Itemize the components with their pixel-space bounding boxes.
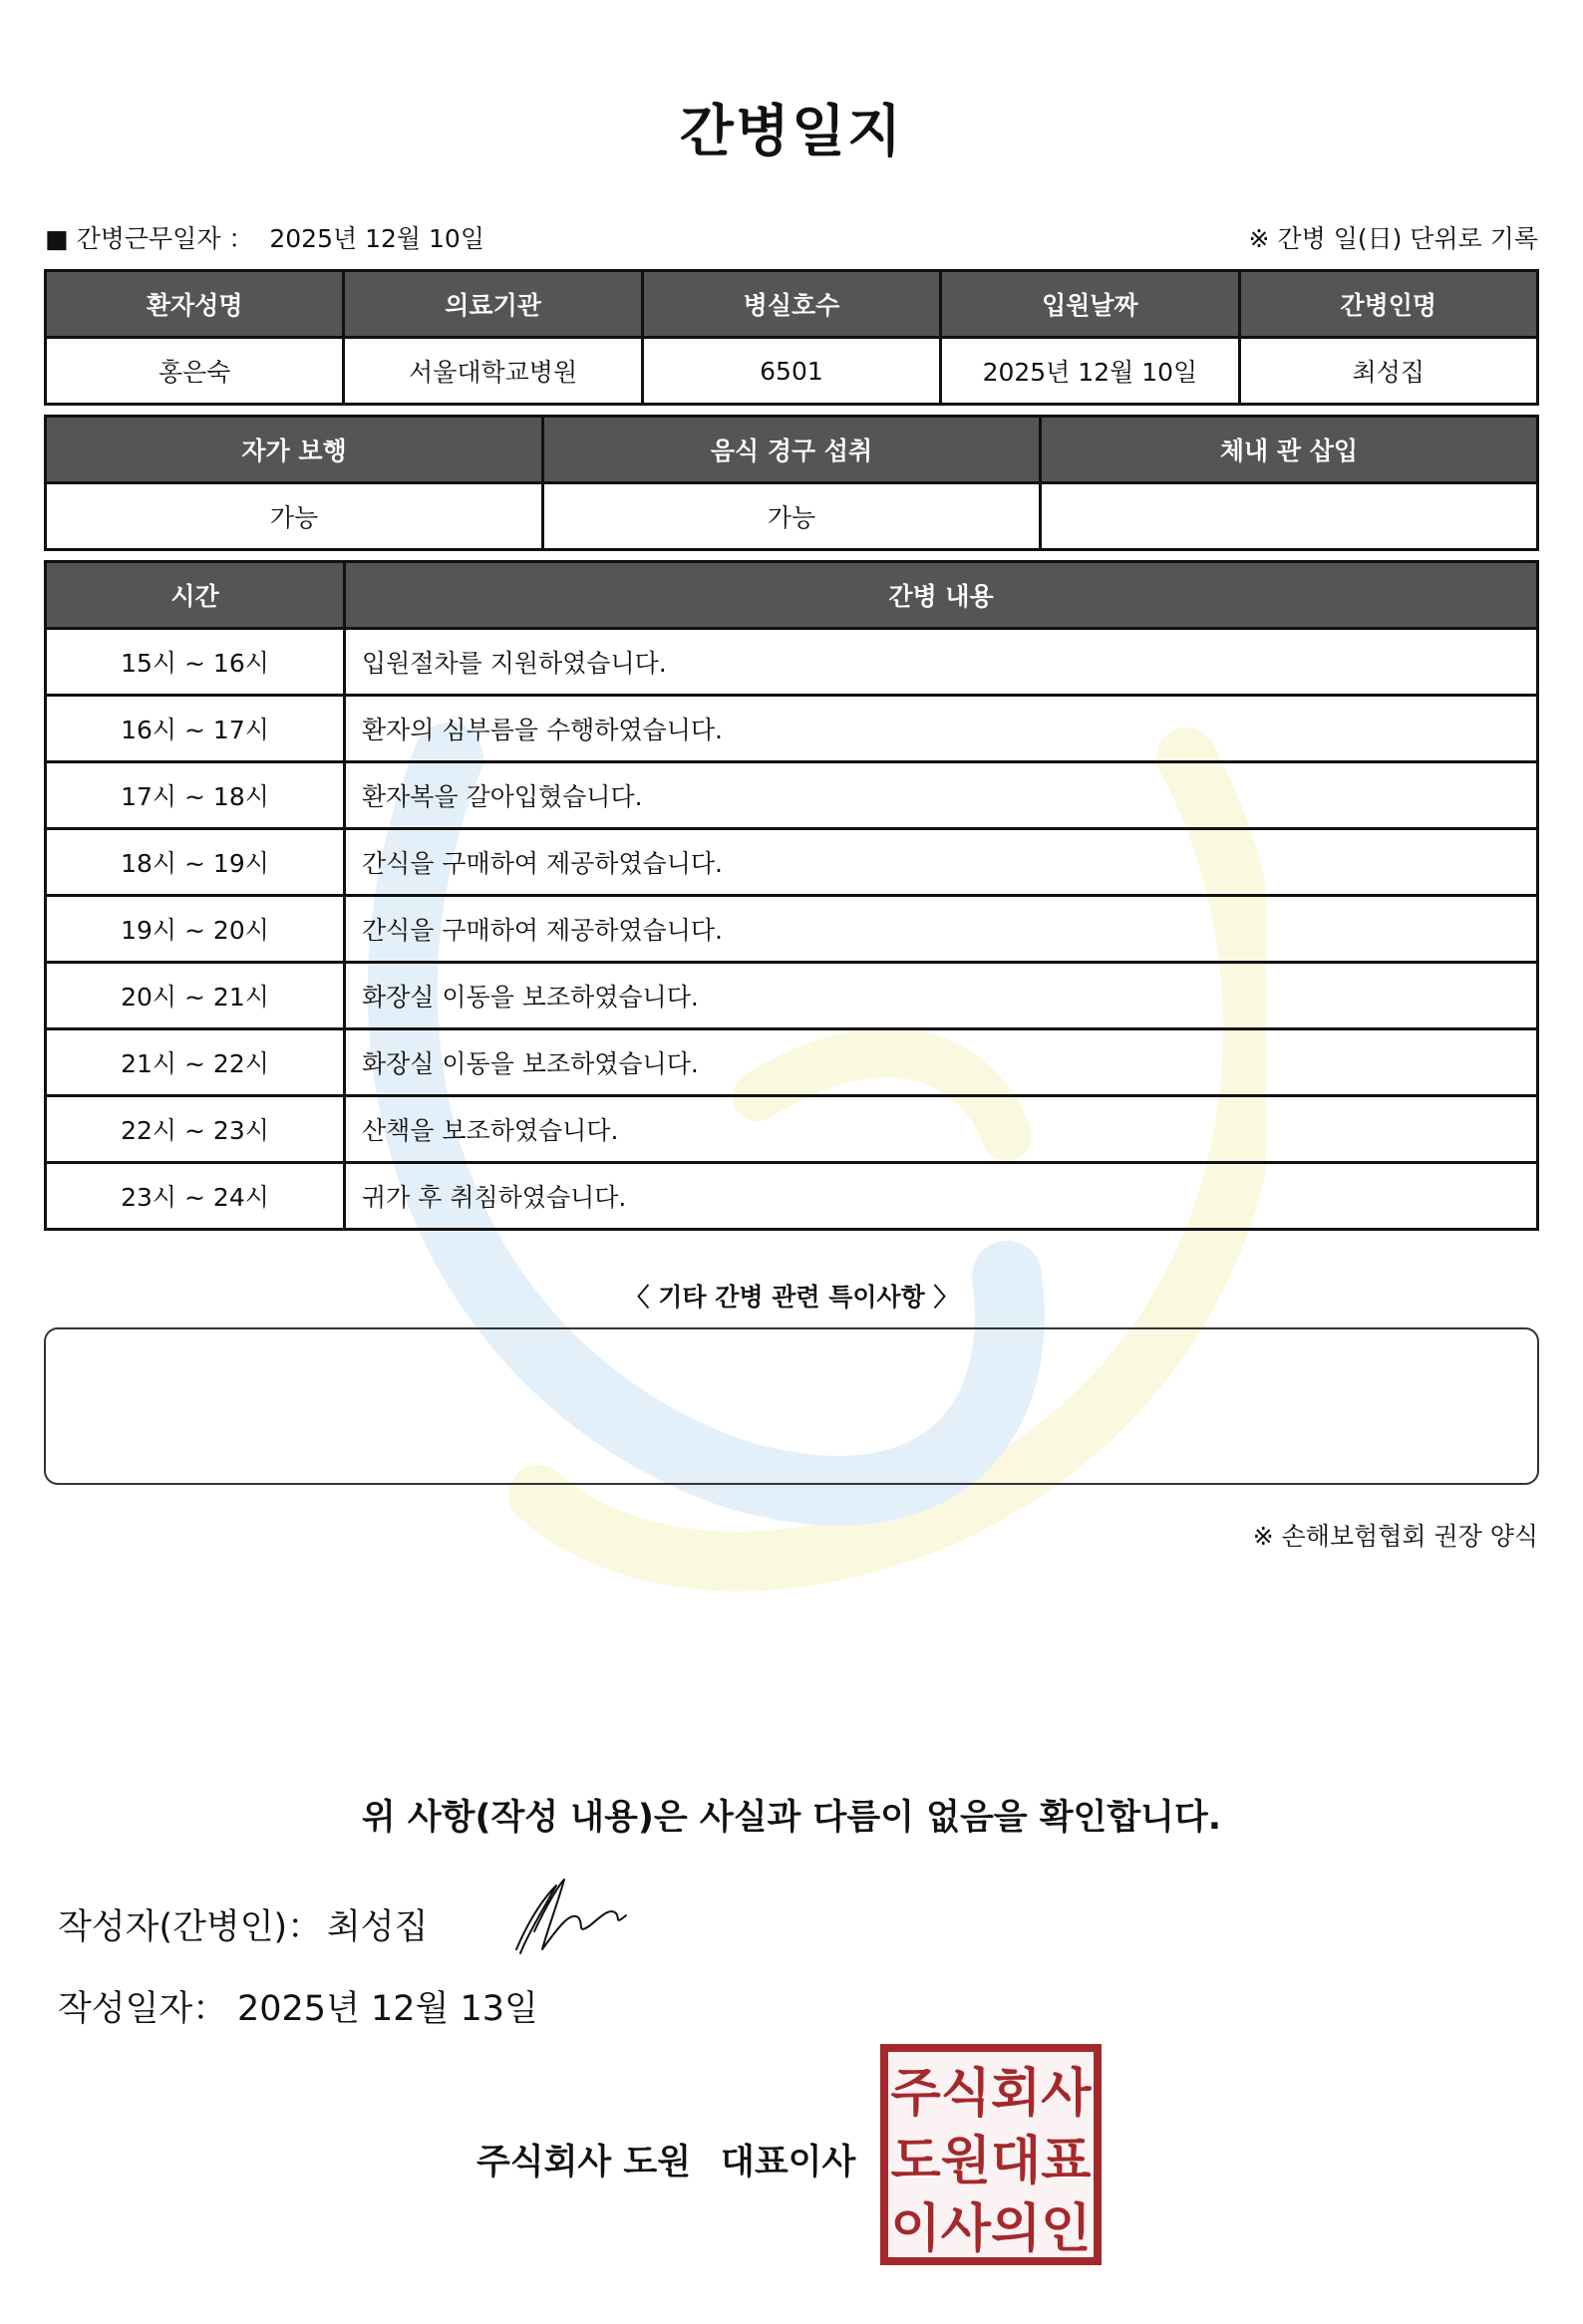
table-row <box>46 1029 1538 1096</box>
company-line <box>476 2135 855 2184</box>
log-time: 22시 ~ 23시 <box>46 1096 345 1163</box>
log-time: 21시 ~ 22시 <box>46 1029 345 1096</box>
header-tube-insertion: 체내 관 삽입 <box>1041 417 1538 483</box>
log-content: 귀가 후 취침하였습니다. <box>345 1163 1538 1230</box>
company-name: 주식회사 도원 <box>476 2143 692 2182</box>
log-time: 16시 ~ 17시 <box>46 696 345 762</box>
hospital-name: 서울대학교병원 <box>344 338 642 405</box>
patient-status-table <box>44 415 1539 551</box>
company-seal <box>879 2043 1103 2266</box>
confirmation-statement: 위 사항(작성 내용)은 사실과 다름이 없음을 확인합니다. <box>361 1798 1222 1838</box>
signature <box>498 1872 648 1961</box>
log-content: 입원절차를 지원하였습니다. <box>345 629 1538 696</box>
log-time: 17시 ~ 18시 <box>46 762 345 829</box>
log-content: 산책을 보조하였습니다. <box>345 1096 1538 1163</box>
seal-line-3: 이사의인 <box>890 2199 1092 2259</box>
seal-line-1: 주식회사 <box>890 2064 1092 2124</box>
table-row <box>46 762 1538 829</box>
header-time: 시간 <box>46 562 345 629</box>
tube-insertion-value <box>1041 483 1538 550</box>
header-room-number: 병실호수 <box>642 271 940 338</box>
log-content: 환자의 심부름을 수행하였습니다. <box>345 696 1538 762</box>
work-date-line <box>45 219 484 255</box>
log-time: 15시 ~ 16시 <box>46 629 345 696</box>
table-header-row <box>46 271 1538 338</box>
header-admission-date: 입원날짜 <box>941 271 1239 338</box>
room-number: 6501 <box>642 338 940 405</box>
written-date-label: 작성일자： <box>58 1989 228 2029</box>
work-date-label: ■ 간병근무일자 ： <box>45 224 254 253</box>
author-label: 작성자(간병인)： <box>58 1907 323 1947</box>
work-date-value: 2025년 12월 10일 <box>269 224 484 253</box>
log-time: 20시 ~ 21시 <box>46 963 345 1029</box>
log-time: 18시 ~ 19시 <box>46 829 345 896</box>
header-care-content: 간병 내용 <box>345 562 1538 629</box>
table-row <box>46 629 1538 696</box>
seal-line-2: 도원대표 <box>890 2132 1092 2191</box>
care-log-table <box>44 560 1539 1231</box>
author-line <box>58 1899 428 1949</box>
header-hospital: 의료기관 <box>344 271 642 338</box>
header-self-walking: 자가 보행 <box>46 417 543 483</box>
table-row <box>46 1096 1538 1163</box>
table-row <box>46 829 1538 896</box>
patient-name: 홍은숙 <box>46 338 344 405</box>
table-row <box>46 1163 1538 1230</box>
table-header-row <box>46 562 1538 629</box>
table-row <box>46 483 1538 550</box>
ceo-title: 대표이사 <box>721 2143 856 2182</box>
unit-note: ※ 간병 일(日) 단위로 기록 <box>1248 224 1538 253</box>
log-content: 간식을 구매하여 제공하였습니다. <box>345 896 1538 963</box>
table-row <box>46 338 1538 405</box>
special-notes-box <box>44 1327 1539 1485</box>
self-walking-value: 가능 <box>46 483 543 550</box>
oral-intake-value: 가능 <box>543 483 1041 550</box>
patient-info-table <box>44 269 1539 406</box>
log-content: 간식을 구매하여 제공하였습니다. <box>345 829 1538 896</box>
table-row <box>46 963 1538 1029</box>
log-content: 환자복을 갈아입혔습니다. <box>345 762 1538 829</box>
table-row <box>46 696 1538 762</box>
author-name: 최성집 <box>327 1907 429 1947</box>
document-title: 간병일지 <box>679 100 904 164</box>
log-content: 화장실 이동을 보조하였습니다. <box>345 963 1538 1029</box>
header-patient-name: 환자성명 <box>46 271 344 338</box>
header-oral-intake: 음식 경구 섭취 <box>543 417 1041 483</box>
log-time: 19시 ~ 20시 <box>46 896 345 963</box>
table-row <box>46 896 1538 963</box>
recommended-form-note: ※ 손해보험협회 권장 양식 <box>1252 1522 1538 1551</box>
table-header-row <box>46 417 1538 483</box>
written-date-value: 2025년 12월 13일 <box>237 1989 538 2029</box>
admission-date: 2025년 12월 10일 <box>941 338 1239 405</box>
special-notes-title: 〈 기타 간병 관련 특이사항 〉 <box>624 1283 959 1311</box>
written-date-line <box>58 1981 538 2031</box>
log-content: 화장실 이동을 보조하였습니다. <box>345 1029 1538 1096</box>
header-caregiver-name: 간병인명 <box>1239 271 1537 338</box>
log-time: 23시 ~ 24시 <box>46 1163 345 1230</box>
caregiver-name: 최성집 <box>1239 338 1537 405</box>
